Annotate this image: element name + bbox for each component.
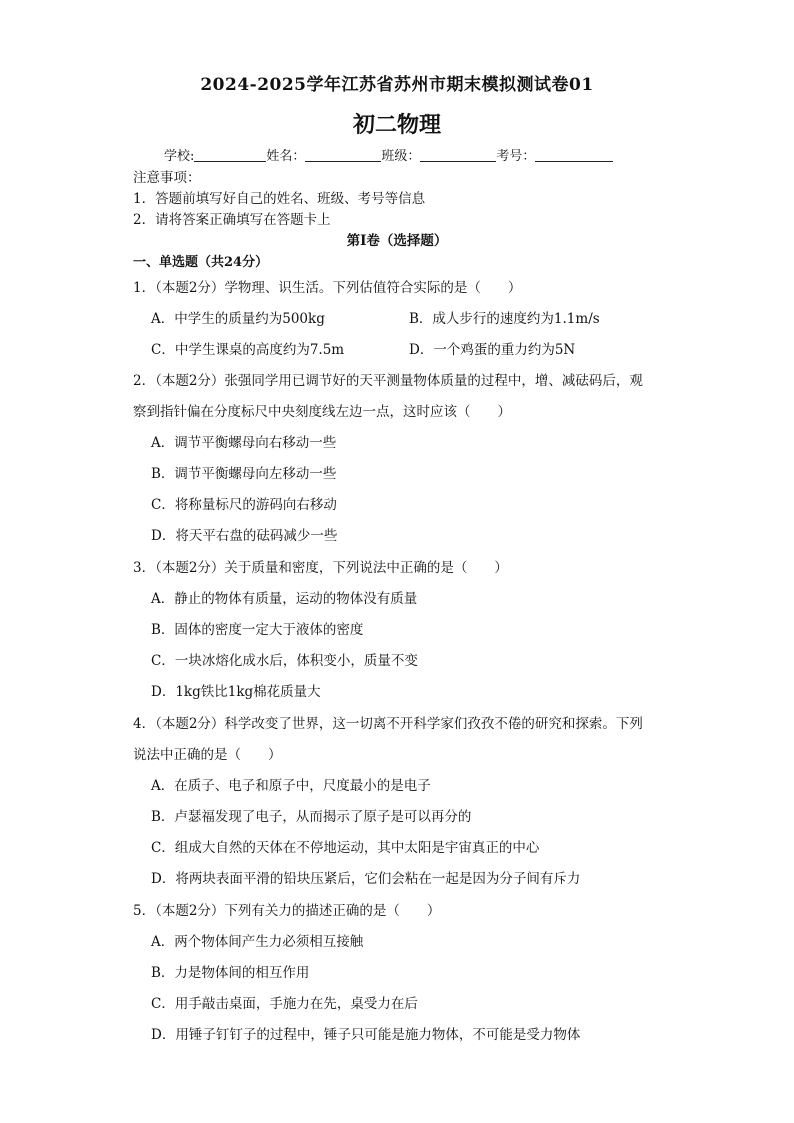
question-4-option-b: B．卢瑟福发现了电子，从而揭示了原子是可以再分的 [151,809,472,825]
section-title: 第I卷（选择题） [346,233,448,249]
question-4-option-c: C．组成大自然的天体在不停地运动，其中太阳是宇宙真正的中心 [151,840,540,856]
class-blank [420,147,496,162]
question-5-option-b: B．力是物体间的相互作用 [151,965,310,981]
question-3-option-b: B．固体的密度一定大于液体的密度 [151,622,364,638]
school-label: 学校: [164,149,195,164]
question-5-option-a: A．两个物体间产生力必须相互接触 [151,934,364,950]
question-1-option-a: A．中学生的质量约为500kg [151,311,325,327]
question-2-stem-cont: 察到指针偏在分度标尺中央刻度线左边一点，这时应该（ ） [133,404,511,420]
question-4-stem-cont: 说法中正确的是（ ） [133,747,282,763]
question-2-option-b: B．调节平衡螺母向左移动一些 [151,466,337,482]
question-1-option-d: D．一个鸡蛋的重力约为5N [409,342,576,358]
name-label: 姓名： [266,149,306,164]
question-3-option-c: C．一块冰熔化成水后，体积变小，质量不变 [151,653,418,669]
exam-no-blank [535,147,613,162]
question-3-option-a: A．静止的物体有质量，运动的物体没有质量 [151,591,418,607]
name-blank [305,147,381,162]
exam-subject: 初二物理 [352,112,441,138]
question-2-stem: 2．（本题2分）张强同学用已调节好的天平测量物体质量的过程中，增、减砝码后，观 [133,373,643,389]
class-label: 班级： [381,149,421,164]
question-5-stem: 5．（本题2分）下列有关力的描述正确的是（ ） [133,903,441,919]
question-5-option-d: D．用锤子钉钉子的过程中，锤子只可能是施力物体，不可能是受力物体 [151,1027,581,1043]
question-3-option-d: D．1kg铁比1kg棉花质量大 [151,684,321,700]
notes-heading: 注意事项： [133,170,201,186]
note-item: 1．答题前填写好自己的姓名、班级、考号等信息 [133,191,426,207]
question-4-option-d: D．将两块表面平滑的铅块压紧后，它们会粘在一起是因为分子间有斥力 [151,871,581,887]
exam-no-label: 考号： [496,149,536,164]
question-3-stem: 3．（本题2分）关于质量和密度，下列说法中正确的是（ ） [133,560,508,576]
question-4-option-a: A．在质子、电子和原子中，尺度最小的是电子 [151,778,431,794]
note-item: 2．请将答案正确填写在答题卡上 [133,212,331,228]
school-blank [194,147,266,162]
question-1-stem: 1．（本题2分）学物理、识生活。下列估值符合实际的是（ ） [133,280,522,296]
student-info-row [164,145,613,164]
exam-title: 2024-2025学年江苏省苏州市期末模拟测试卷01 [200,75,594,95]
question-2-option-a: A．调节平衡螺母向右移动一些 [151,435,337,451]
question-1-option-b: B．成人步行的速度约为1.1m/s [409,311,600,327]
question-group-heading: 一、单选题（共24分） [133,255,269,270]
question-4-stem: 4．（本题2分）科学改变了世界，这一切离不开科学家们孜孜不倦的研究和探索。下列 [133,716,643,732]
question-1-option-c: C．中学生课桌的高度约为7.5m [151,342,345,358]
question-2-option-c: C．将称量标尺的游码向右移动 [151,497,337,513]
question-2-option-d: D．将天平右盘的砝码减少一些 [151,528,338,544]
question-5-option-c: C．用手敲击桌面，手施力在先，桌受力在后 [151,996,418,1012]
